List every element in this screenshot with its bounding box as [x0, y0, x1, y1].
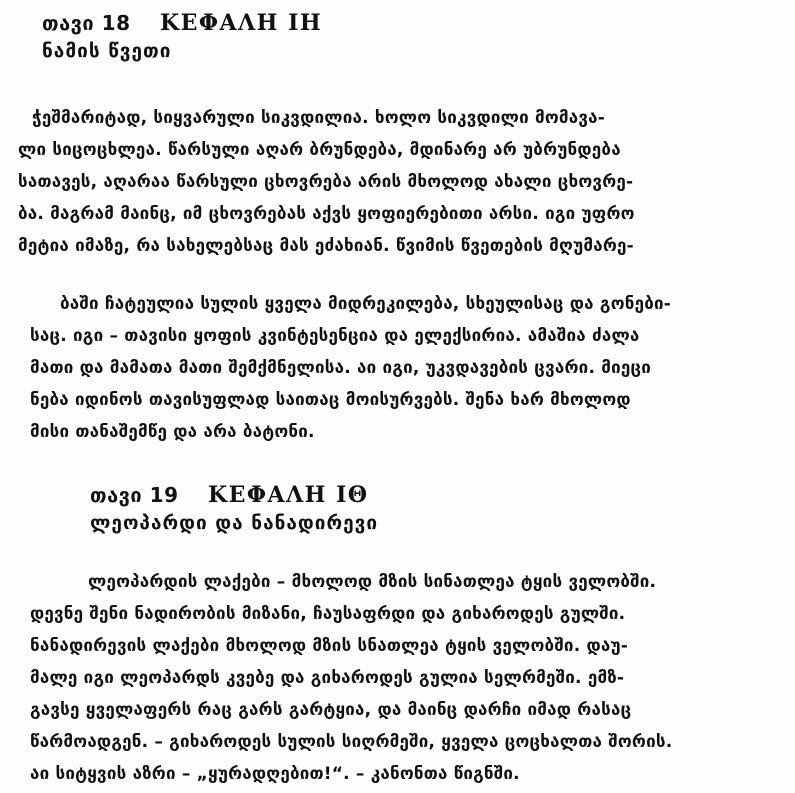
chapter-18-heading	[42, 10, 322, 36]
text-line: ლეოპარდის ლაქები – მხოლოდ მზის სინათლეა ტყის ველობში.	[88, 572, 657, 592]
text-line: ჭეშმარიტად, სიყვარული სიკვდილია. ხოლო სიკვდილი მომავა-	[32, 108, 606, 128]
text-line: სათავეს, აღარაა წარსული ცხოვრება არის მხოლოდ ახალი ცხოვრე-	[18, 172, 634, 192]
text-line: ბაში ჩატეულია სულის ყველა მიდრეკილება, სხეულისაც და გონები-	[60, 294, 672, 314]
text-line: მალე იგი ლეოპარდს კვებე და გიხაროდეს გულია სელრმეში. ემზ-	[30, 668, 625, 688]
text-line: დევნე შენი ნადირობის მიზანი, ჩაუსაფრდი და გიხაროდეს გულში.	[30, 604, 626, 624]
chapter-19-heading	[90, 482, 369, 508]
chapter-18-paragraph-1	[18, 102, 789, 262]
chapter-18-greek-title: ΚΕΦΑΛΗ ΙΗ	[159, 10, 323, 36]
text-line: ნანადირევის ლაქები მხოლოდ მზის სნათლეა ტყის ველობში. დაუ-	[30, 636, 628, 656]
text-line: საც. იგი – თავისი ყოფის კვინტესენცია და ელექსირია. ამაშია ძალა	[30, 326, 640, 346]
text-line: წარმოადგენ. – გიხაროდეს სულის სიღრმეში, ყველა ცოცხალთა შორის.	[30, 732, 673, 752]
text-line: გავსე ყველაფერს რაც გარს გარტყია, და მაინც დარჩი იმად რასაც	[30, 700, 632, 720]
text-line: მისი თანაშემწე და არა ბატონი.	[30, 422, 315, 442]
chapter-18-number: თავი 18	[42, 11, 131, 35]
text-line: აი სიტყვის აზრი – „ყურადღებით!“. – კანონთა წიგნში.	[30, 764, 520, 784]
text-line: მათი და მამათა მათი შემქმნელისა. აი იგი, უკვდავების ცვარი. მიეცი	[30, 358, 652, 378]
chapter-19-number: თავი 19	[90, 483, 179, 507]
chapter-19-subtitle: ლეოპარდი და ნანადირევი	[90, 512, 379, 534]
text-line: მეტია იმაზე, რა სახელებსაც მას ეძახიან. წვიმის წვეთების მღუმარე-	[18, 236, 634, 256]
text-line: ლი სიცოცხლეა. წარსული აღარ ბრუნდება, მდინარე არ უბრუნდება	[18, 140, 621, 160]
chapter-19-greek-title: ΚΕΦΑΛΗ ΙΘ	[207, 482, 369, 508]
chapter-18-paragraph-2	[30, 288, 789, 448]
chapter-19-paragraph-1	[30, 566, 789, 790]
text-line: ბა. მაგრამ მაინც, იმ ცხოვრებას აქვს ყოფიერებითი არსი. იგი უფრო	[18, 204, 635, 224]
chapter-18-subtitle: ნამის წვეთი	[42, 40, 172, 62]
text-line: ნება იდინოს თავისუფლად საითაც მოისურვებს. შენა ხარ მხოლოდ	[30, 390, 631, 410]
